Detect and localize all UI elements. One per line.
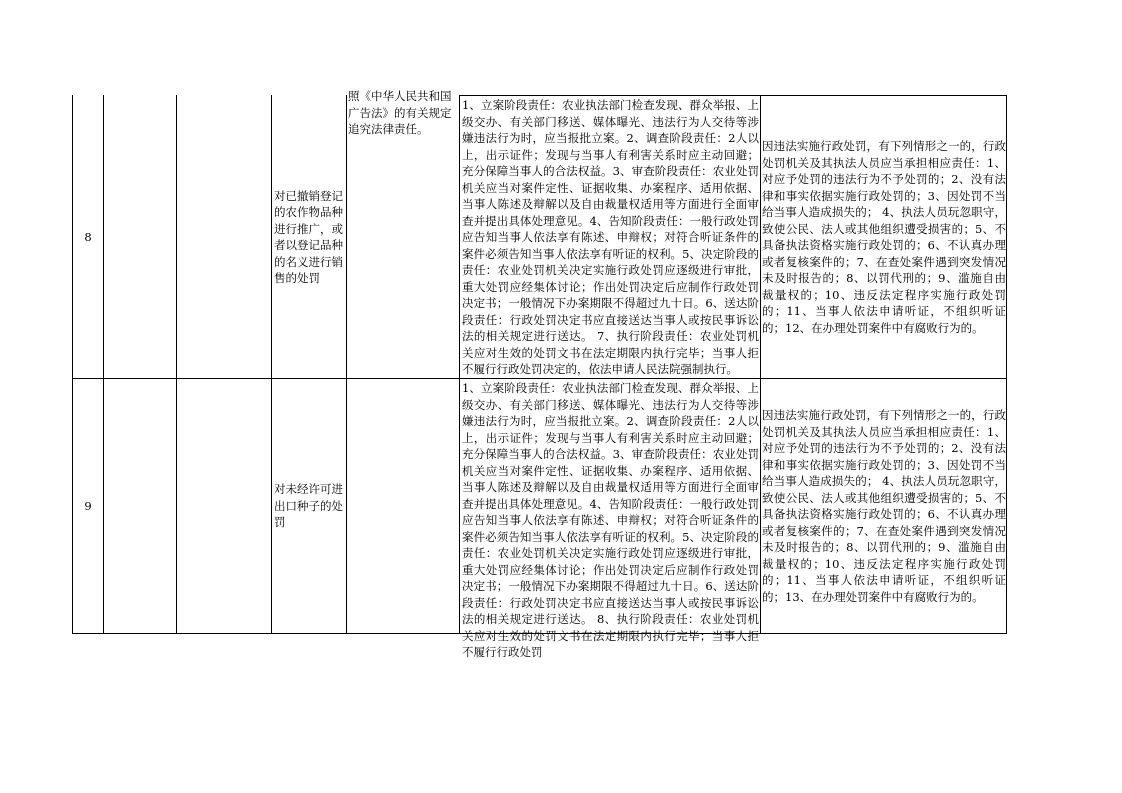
item-name: 对已撤销登记的农作物品种进行推广，或者以登记品种的名义进行销售的处罚 bbox=[274, 188, 343, 285]
row-number: 8 bbox=[84, 229, 92, 244]
accountability-cell bbox=[762, 96, 1006, 378]
item-name: 对未经许可进出口种子的处罚 bbox=[274, 482, 343, 530]
responsibility-text: 1、立案阶段责任：农业执法部门检查发现、群众举报、上级交办、有关部门移送、媒体曝光、违法行为人交待等涉嫌违法行为时，应当报批立案。2、调查阶段责任：2人以上，出示证件；发现与当事人有利害关系时应主动回避；充分保障当事人的合法权益。3、审查阶段责任：农业处罚机关应当对案件定性、证据收集、办案程序、适用依据、当事人陈述及辩解以及自由裁量权适用等方面进行全面审查并提出具体处理意见。4、告知阶段责任：一般行政处罚应告知当事人依法享有陈述、申辩权；对符合听证条件的案件必须告知当事人依法享有听证的权利。5、决定阶段的责任：农业处罚机关决定实施行政处罚应逐级进行审批，重大处罚应经集体讨论；作出处罚决定后应制作行政处罚决定书；一般情况下办案期限不得超过九十日。6、送达阶段责任：行政处罚决定书应直接送达当事人或按民事诉讼法的相关规定进行送达。 7、执行阶段责任：农业处罚机关应对生效的处罚文书在法定期限内执行完毕；当事人拒不履行行政处罚决定的，依法申请人民法院强制执行。 bbox=[462, 98, 759, 376]
col-border bbox=[346, 95, 347, 634]
col-border bbox=[459, 95, 460, 634]
item-name-cell bbox=[274, 96, 345, 378]
accountability-cell bbox=[762, 379, 1006, 633]
col-border bbox=[760, 95, 761, 634]
accountability-text: 因违法实施行政处罚，有下列情形之一的，行政处罚机关及其执法人员应当承担相应责任：1、对应予处罚的违法行为不予处罚的；2、没有法律和事实依据实施行政处罚的；3、因处罚不当给当事人造成损失的； 4、执法人员玩忽职守，致使公民、法人或其他组织遭受损害的；5、不具备执法资格实施行政处罚的；6、不认真办理或者复核案件的；7、在查处案件遇到突发情况未及时报告的；8、以罚代刑的；9、滥施自由裁量权的；10、违反法定程序实施行政处罚的；11、当事人依法申请听证，不组织听证的；12、在办理处罚案件中有腐败行为的。 bbox=[762, 139, 1006, 335]
col-border bbox=[103, 95, 104, 634]
responsibility-text: 1、立案阶段责任：农业执法部门检查发现、群众举报、上级交办、有关部门移送、媒体曝光、违法行为人交待等涉嫌违法行为时，应当报批立案。2、调查阶段责任：2人以上，出示证件；发现与当事人有利害关系时应主动回避；充分保障当事人的合法权益。3、审查阶段责任：农业处罚机关应当对案件定性、证据收集、办案程序、适用依据、当事人陈述及辩解以及自由裁量权适用等方面进行全面审查并提出具体处理意见。4、告知阶段责任：一般行政处罚应告知当事人依法享有陈述、申辩权；对符合听证条件的案件必须告知当事人依法享有听证的权利。5、决定阶段的责任：农业处罚机关决定实施行政处罚应逐级进行审批，重大处罚应经集体讨论；作出处罚决定后应制作行政处罚决定书；一般情况下办案期限不得超过九十日。6、送达阶段责任：行政处罚决定书应直接送达当事人或按民事诉讼法的相关规定进行送达。 8、执行阶段责任：农业处罚机关应对生效的处罚文书在法定期限内执行完毕；当事人拒不履行行政处罚 bbox=[462, 381, 759, 659]
col-border bbox=[176, 95, 177, 634]
accountability-text: 因违法实施行政处罚，有下列情形之一的，行政处罚机关及其执法人员应当承担相应责任：1、对应予处罚的违法行为不予处罚的；2、没有法律和事实依据实施行政处罚的；3、因处罚不当给当事人造成损失的； 4、执法人员玩忽职守，致使公民、法人或其他组织遭受损害的；5、不具备执法资格实施行政处罚的；6、不认真办理或者复核案件的；7、在查处案件遇到突发情况未及时报告的；8、以罚代刑的；9、滥施自由裁量权的；10、违反法定程序实施行政处罚的；11、当事人依法申请听证，不组织听证的；13、在办理处罚案件中有腐败行为的。 bbox=[762, 408, 1006, 604]
item-name-cell bbox=[274, 379, 345, 633]
row-number: 9 bbox=[84, 498, 92, 513]
col-border bbox=[271, 95, 272, 634]
legal-basis-tail: 照《中华人民共和国广告法》的有关规定追究法律责任。 bbox=[348, 89, 452, 136]
col-border bbox=[1006, 95, 1007, 634]
